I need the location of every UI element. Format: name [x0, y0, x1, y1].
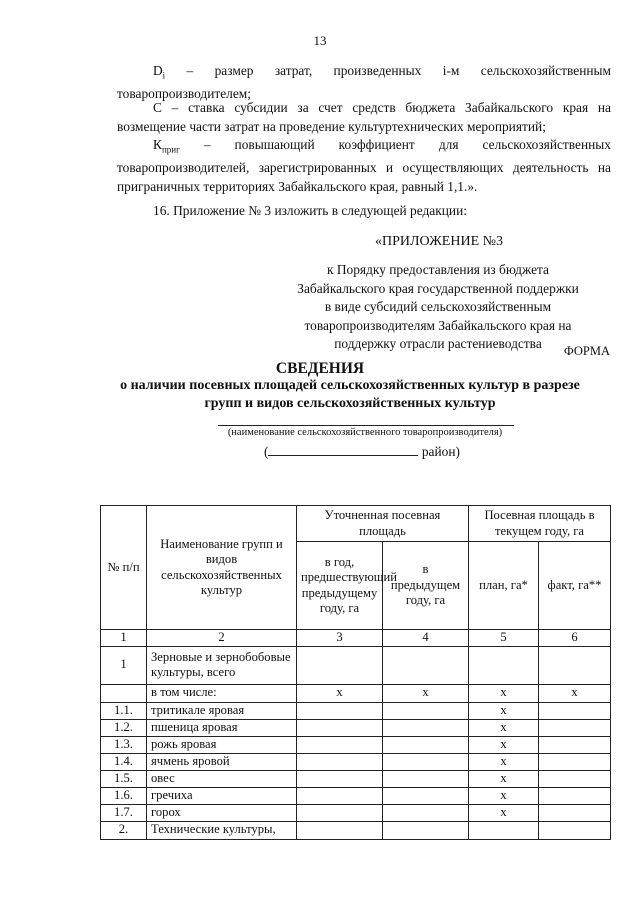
- cell-value: [297, 804, 383, 821]
- header-crop-name: Наименование групп и видов сельскохозяйственных культур: [147, 506, 297, 630]
- symbol-k-sub: приг: [161, 144, 180, 155]
- row-no: 1.4.: [101, 753, 147, 770]
- table-row: [101, 753, 611, 770]
- column-number: 1: [101, 630, 147, 647]
- column-number: 4: [383, 630, 469, 647]
- table-row: [101, 702, 611, 719]
- cell-empty: [539, 821, 611, 839]
- cell-value: [297, 770, 383, 787]
- row-crop-name: Зерновые и зернобобовые культуры, всего: [147, 646, 297, 684]
- appendix-line: поддержку отрасли растениеводства: [334, 336, 542, 351]
- row-crop-name: в том числе:: [147, 684, 297, 702]
- cell-empty: [539, 646, 611, 684]
- cell-value: [297, 736, 383, 753]
- symbol-d: D: [153, 63, 163, 78]
- cell-value: х: [469, 684, 539, 702]
- cell-empty: [469, 821, 539, 839]
- header-specified-area: Уточненная посевная площадь: [297, 506, 469, 542]
- cell-value: [297, 702, 383, 719]
- table-row: [101, 684, 611, 702]
- cell-value: [383, 787, 469, 804]
- table-row: [101, 821, 611, 839]
- header-previous-year: в предыдущем году, га: [383, 542, 469, 630]
- cell-empty: [297, 821, 383, 839]
- row-no: 2.: [101, 821, 147, 839]
- cell-value: [383, 736, 469, 753]
- cell-value: [539, 719, 611, 736]
- symbol-k: К: [153, 137, 162, 152]
- cell-value: х: [469, 770, 539, 787]
- table-row: [101, 646, 611, 684]
- column-number: 3: [297, 630, 383, 647]
- table-row: [101, 770, 611, 787]
- cell-value: [383, 719, 469, 736]
- header-current-area: Посевная площадь в текущем году, га: [469, 506, 611, 542]
- paragraph-c-rate: С – ставка субсидии за счет средств бюджета Забайкальского края на возмещение части затрат на проведение культуртехнических мероприятий;: [117, 100, 611, 134]
- cell-empty: [383, 821, 469, 839]
- table-row: [101, 787, 611, 804]
- table-row: [101, 804, 611, 821]
- cell-value: х: [383, 684, 469, 702]
- row-crop-name: гречиха: [147, 787, 297, 804]
- page-number: 13: [313, 33, 327, 48]
- column-number: 6: [539, 630, 611, 647]
- appendix-line: товаропроизводителям Забайкальского края на: [304, 317, 572, 333]
- cell-value: [297, 753, 383, 770]
- crops-table: [100, 505, 611, 840]
- header-no: № п/п: [101, 506, 147, 630]
- district-open: (: [264, 444, 269, 459]
- appendix-line: Забайкальского края государственной поддержки: [297, 280, 579, 296]
- row-crop-name: горох: [147, 804, 297, 821]
- form-subtitle: о наличии посевных площадей сельскохозяйственных культур в разрезе групп и видов сельскохозяйственных культур: [120, 378, 580, 411]
- header-fact: факт, га**: [539, 542, 611, 630]
- cell-value: х: [297, 684, 383, 702]
- appendix-line: к Порядку предоставления из бюджета: [327, 262, 549, 277]
- district-blank: [268, 443, 418, 456]
- cell-value: [539, 770, 611, 787]
- form-title: СВЕДЕНИЯ: [275, 360, 365, 377]
- row-no: 1.2.: [101, 719, 147, 736]
- row-crop-name: овес: [147, 770, 297, 787]
- row-no: 1.3.: [101, 736, 147, 753]
- cell-value: [539, 702, 611, 719]
- header-plan: план, га*: [469, 542, 539, 630]
- appendix-title: «ПРИЛОЖЕНИЕ №3: [375, 234, 503, 249]
- row-crop-name: рожь яровая: [147, 736, 297, 753]
- row-no: 1.6.: [101, 787, 147, 804]
- cell-value: [297, 719, 383, 736]
- header-year-before-previous: в год, предшествующий предыдущему году, га: [297, 542, 383, 630]
- cell-value: [539, 804, 611, 821]
- district-line: [264, 443, 460, 460]
- paragraph-d-i-text: – размер затрат, произведенных i-м сельскохозяйственным товаропроизводителем;: [117, 63, 611, 102]
- cell-value: х: [469, 753, 539, 770]
- cell-value: [539, 753, 611, 770]
- table-row: [101, 719, 611, 736]
- cell-value: [297, 787, 383, 804]
- cell-value: х: [469, 719, 539, 736]
- row-no: 1.7.: [101, 804, 147, 821]
- row-crop-name: ячмень яровой: [147, 753, 297, 770]
- row-crop-name: тритикале яровая: [147, 702, 297, 719]
- row-no: [101, 684, 147, 702]
- cell-value: [383, 702, 469, 719]
- paragraph-d-i: [117, 62, 611, 104]
- cell-value: [539, 736, 611, 753]
- column-number: 5: [469, 630, 539, 647]
- producer-name-caption: (наименование сельскохозяйственного товаропроизводителя): [227, 427, 503, 438]
- cell-value: х: [539, 684, 611, 702]
- cell-value: [383, 753, 469, 770]
- cell-value: х: [469, 702, 539, 719]
- district-suffix: район): [418, 444, 460, 459]
- paragraph-item-16: 16. Приложение № 3 изложить в следующей редакции:: [153, 203, 467, 218]
- column-number: 2: [147, 630, 297, 647]
- paragraph-k-coef: [117, 136, 611, 196]
- cell-empty: [469, 646, 539, 684]
- row-no: 1.1.: [101, 702, 147, 719]
- appendix-reference: [270, 261, 606, 354]
- row-no: 1: [101, 646, 147, 684]
- paragraph-k-coef-text: – повышающий коэффициент для сельскохозяйственных товаропроизводителей, зарегистрированных и осуществляющих деятельность на приграничных территориях Забайкальского края, равный 1,1.».: [117, 137, 611, 194]
- cell-value: [383, 804, 469, 821]
- symbol-d-sub: i: [162, 70, 166, 81]
- cell-value: [539, 787, 611, 804]
- appendix-line: в виде субсидий сельскохозяйственным: [324, 299, 552, 314]
- row-no: 1.5.: [101, 770, 147, 787]
- form-label: ФОРМА: [563, 344, 610, 358]
- row-crop-name: Технические культуры,: [147, 821, 297, 839]
- producer-name-line: [218, 425, 514, 426]
- cell-value: х: [469, 736, 539, 753]
- cell-value: [383, 770, 469, 787]
- cell-empty: [297, 646, 383, 684]
- cell-value: х: [469, 787, 539, 804]
- cell-empty: [383, 646, 469, 684]
- cell-value: х: [469, 804, 539, 821]
- table-row: [101, 736, 611, 753]
- row-crop-name: пшеница яровая: [147, 719, 297, 736]
